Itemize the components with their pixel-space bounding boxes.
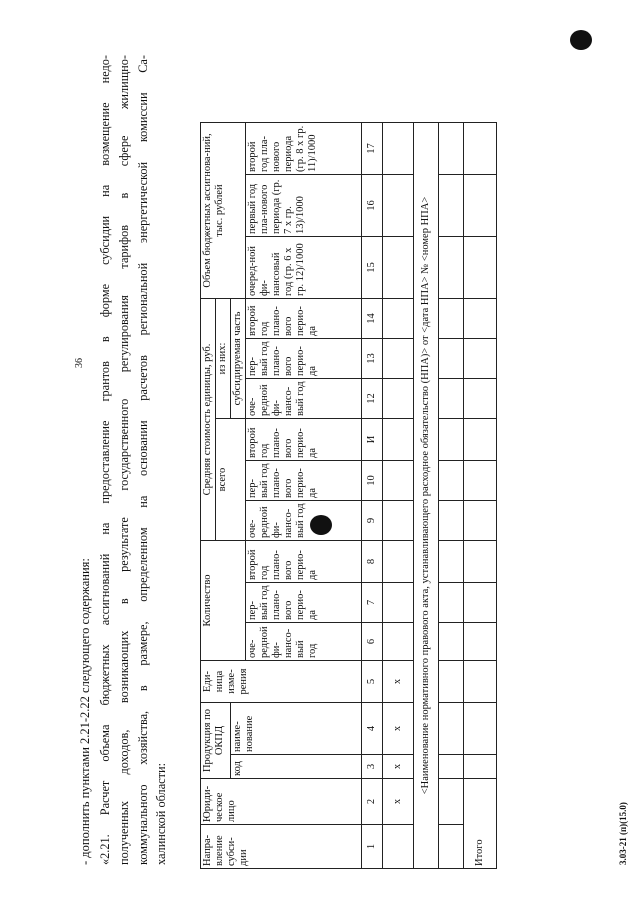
header-qty-next-year: оче-редной фи-нансо-вый год bbox=[246, 623, 362, 661]
x-row-cell bbox=[383, 583, 414, 623]
page-number: 36 bbox=[74, 358, 85, 368]
x-mark: х bbox=[383, 755, 414, 779]
budget-calculation-table bbox=[200, 122, 497, 869]
x-row-cell bbox=[383, 501, 414, 541]
header-sub-second-plan: второй год плано-вого перио-да bbox=[246, 299, 362, 339]
header-sub-next-year: оче-редной фи-нансо-вый год bbox=[246, 379, 362, 419]
header-legal-entity: Юриди-ческое лицо bbox=[201, 779, 362, 825]
col-number: 17 bbox=[362, 123, 383, 175]
paragraph-line-1: «2.21. Расчет объема бюджетных ассигнований на предоставление грантов в форме субсидии на возмещение недо- bbox=[98, 55, 112, 865]
col-number: 16 bbox=[362, 175, 383, 237]
col-number: 9 bbox=[362, 501, 383, 541]
header-total-second-plan: второй год плано-вого перио-да bbox=[246, 419, 362, 461]
header-total-next-year: оче-редной фи-нансо-вый год bbox=[246, 501, 362, 541]
header-budget-first-plan: первый год пла-нового периода (гр. 7 x гр. 13)/1000 bbox=[246, 175, 362, 237]
x-row bbox=[383, 123, 414, 869]
x-row-cell bbox=[383, 419, 414, 461]
x-row-cell bbox=[383, 123, 414, 175]
header-qty-first-plan: пер-вый год плано-вого перио-да bbox=[246, 583, 362, 623]
header-name: наиме-нование bbox=[231, 703, 362, 755]
header-product-okpd: Продукция по ОКПД bbox=[201, 703, 231, 779]
col-number: 5 bbox=[362, 661, 383, 703]
paragraph-2-21 bbox=[96, 55, 171, 865]
total-row bbox=[464, 123, 497, 869]
col-number: 10 bbox=[362, 461, 383, 501]
x-mark: х bbox=[383, 661, 414, 703]
document-code: 3.03-21 (п)(15.0) bbox=[618, 802, 628, 865]
column-numbers-row bbox=[362, 123, 383, 869]
npa-note: <Наименование нормативного правового акта, устанавливающего расходное обязательство (НПА)> от <дата НПА> № <номер НПА> bbox=[414, 123, 439, 869]
intro-line: - дополнить пунктами 2.21-2.22 следующего содержания: bbox=[78, 558, 92, 865]
blank-row bbox=[439, 123, 464, 869]
x-row-cell bbox=[383, 379, 414, 419]
header-budget-second-plan: второй год пла-нового периода (гр. 8 x гр. 11)/1000 bbox=[246, 123, 362, 175]
x-row-cell bbox=[383, 541, 414, 583]
col-number: 13 bbox=[362, 339, 383, 379]
col-number: 12 bbox=[362, 379, 383, 419]
header-code: код bbox=[231, 755, 362, 779]
x-mark: х bbox=[383, 703, 414, 755]
x-row-cell bbox=[383, 299, 414, 339]
col-number: 6 bbox=[362, 623, 383, 661]
header-avg-cost: Средняя стоимость единицы, руб. bbox=[201, 299, 216, 541]
header-quantity: Количество bbox=[201, 541, 246, 661]
header-budget-next-year: очеред-ной фи-нансовый год (гр. 6 x гр. 12)/1000 bbox=[246, 237, 362, 299]
header-qty-second-plan: второй год плано-вого перио-да bbox=[246, 541, 362, 583]
header-subsidized: субсидируемая часть bbox=[231, 299, 246, 419]
col-number: И bbox=[362, 419, 383, 461]
col-number: 3 bbox=[362, 755, 383, 779]
header-direction: Напра-вление субси-дии bbox=[201, 825, 362, 869]
x-row-cell bbox=[383, 825, 414, 869]
header-budget: Объем бюджетных ассигнова-ний, тыс. рублей bbox=[201, 123, 246, 299]
col-number: 8 bbox=[362, 541, 383, 583]
col-number: 15 bbox=[362, 237, 383, 299]
paragraph-line-2: полученных доходов, возникающих в результате государственного регулирования тарифов в сфере жилищно- bbox=[116, 55, 131, 865]
x-row-cell bbox=[383, 175, 414, 237]
header-sub-first-plan: пер-вый год плано-вого перио-да bbox=[246, 339, 362, 379]
col-number: 7 bbox=[362, 583, 383, 623]
binder-hole-mark bbox=[310, 515, 332, 535]
binder-hole-mark bbox=[570, 30, 592, 50]
col-number: 14 bbox=[362, 299, 383, 339]
header-total-first-plan: пер-вый год плано-вого перио-да bbox=[246, 461, 362, 501]
col-number: 1 bbox=[362, 825, 383, 869]
header-unit: Еди-ница изме-рения bbox=[201, 661, 362, 703]
header-total: всего bbox=[216, 419, 246, 541]
paragraph-line-4: халинской области: bbox=[154, 763, 169, 865]
total-label: Итого bbox=[464, 779, 497, 869]
col-number: 2 bbox=[362, 779, 383, 825]
col-number: 4 bbox=[362, 703, 383, 755]
x-row-cell bbox=[383, 623, 414, 661]
x-row-cell bbox=[383, 461, 414, 501]
header-of-which: из них: bbox=[216, 299, 231, 419]
x-row-cell bbox=[383, 339, 414, 379]
paragraph-line-3: коммунального хозяйства, в размере, определенном на основании расчетов региональной энергетической комиссии Са- bbox=[135, 55, 150, 865]
x-row-cell bbox=[383, 237, 414, 299]
x-mark: х bbox=[383, 779, 414, 825]
